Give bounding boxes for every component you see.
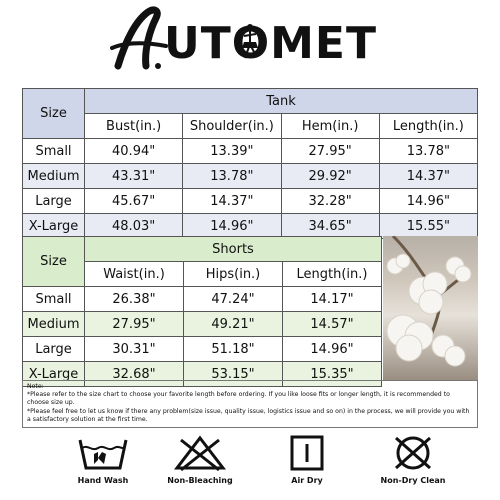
non-bleaching-icon — [173, 434, 227, 472]
column-header: Waist(in.) — [85, 262, 184, 287]
table-cell: 14.96" — [283, 337, 382, 362]
notes-box — [22, 380, 478, 428]
table-row — [23, 139, 478, 164]
table-cell: 14.96" — [183, 214, 281, 239]
column-header: Bust(in.) — [85, 114, 183, 139]
column-header: Shoulder(in.) — [183, 114, 281, 139]
table-cell: 15.55" — [379, 214, 477, 239]
table-cell: 30.31" — [85, 337, 184, 362]
care-label: Air Dry — [291, 476, 323, 485]
tank-size-header: Size — [23, 89, 85, 139]
notes-title: Note: — [27, 383, 44, 390]
air-dry-icon — [280, 434, 334, 472]
table-cell: 13.78" — [183, 164, 281, 189]
tank-size-table — [22, 88, 478, 239]
table-cell: 14.96" — [379, 189, 477, 214]
table-row — [23, 164, 478, 189]
table-cell: 48.03" — [85, 214, 183, 239]
table-cell: 51.18" — [184, 337, 283, 362]
cotton-boll-image — [383, 236, 478, 380]
hand-wash-icon — [76, 434, 130, 472]
table-cell: 13.78" — [379, 139, 477, 164]
brand-logo — [0, 6, 500, 72]
table-cell: 43.31" — [85, 164, 183, 189]
notes-line: *Please feel free to let us know if there any problem(size issue, quality issue, logistics issue and so on) in the process, we will provide you with a satisfactory solution at the first time. — [27, 407, 470, 423]
shorts-group-header: Shorts — [85, 237, 382, 262]
table-cell: 47.24" — [184, 287, 283, 312]
care-non-dry-clean — [368, 434, 458, 496]
size-label: Medium — [23, 312, 85, 337]
size-label: Small — [23, 139, 85, 164]
table-cell: 27.95" — [281, 139, 379, 164]
size-label: X-Large — [23, 214, 85, 239]
logo-a-glyph-icon — [110, 6, 170, 72]
table-row — [23, 312, 382, 337]
table-row — [23, 189, 478, 214]
care-hand-wash — [58, 434, 148, 496]
table-cell: 14.37" — [379, 164, 477, 189]
size-label: Large — [23, 337, 85, 362]
table-cell: 34.65" — [281, 214, 379, 239]
table-cell: 45.67" — [85, 189, 183, 214]
table-cell: 14.57" — [283, 312, 382, 337]
tank-group-header: Tank — [85, 89, 478, 114]
table-cell: 27.95" — [85, 312, 184, 337]
size-label: Large — [23, 189, 85, 214]
table-cell: 40.94" — [85, 139, 183, 164]
table-cell: 13.39" — [183, 139, 281, 164]
table-row — [23, 214, 478, 239]
care-label: Non-Bleaching — [167, 476, 233, 485]
size-label: Small — [23, 287, 85, 312]
table-cell: 32.28" — [281, 189, 379, 214]
table-cell: 29.92" — [281, 164, 379, 189]
table-row — [23, 287, 382, 312]
shorts-size-table — [22, 236, 382, 387]
size-label: Medium — [23, 164, 85, 189]
table-row — [23, 337, 382, 362]
table-cell: 15.35" — [283, 362, 382, 387]
non-dry-clean-icon — [386, 434, 440, 472]
table-cell: 53.15" — [184, 362, 283, 387]
table-cell: 32.68" — [85, 362, 184, 387]
table-cell: 14.37" — [183, 189, 281, 214]
care-label: Non-Dry Clean — [380, 476, 446, 485]
column-header: Length(in.) — [379, 114, 477, 139]
size-label: X-Large — [23, 362, 85, 387]
table-cell: 14.17" — [283, 287, 382, 312]
column-header: Hem(in.) — [281, 114, 379, 139]
care-non-bleaching — [155, 434, 245, 496]
table-cell: 49.21" — [184, 312, 283, 337]
notes-line: *Please refer to the size chart to choose your favorite length before ordering. If you like loose fits or longer length, it is recommended to choose size up. — [27, 391, 450, 407]
shorts-size-header: Size — [23, 237, 85, 287]
care-air-dry — [262, 434, 352, 496]
care-label: Hand Wash — [77, 476, 129, 485]
cotton-photo — [383, 236, 478, 380]
column-header: Hips(in.) — [184, 262, 283, 287]
column-header: Length(in.) — [283, 262, 382, 287]
table-cell: 26.38" — [85, 287, 184, 312]
brand-name: UTOMET — [164, 18, 378, 69]
